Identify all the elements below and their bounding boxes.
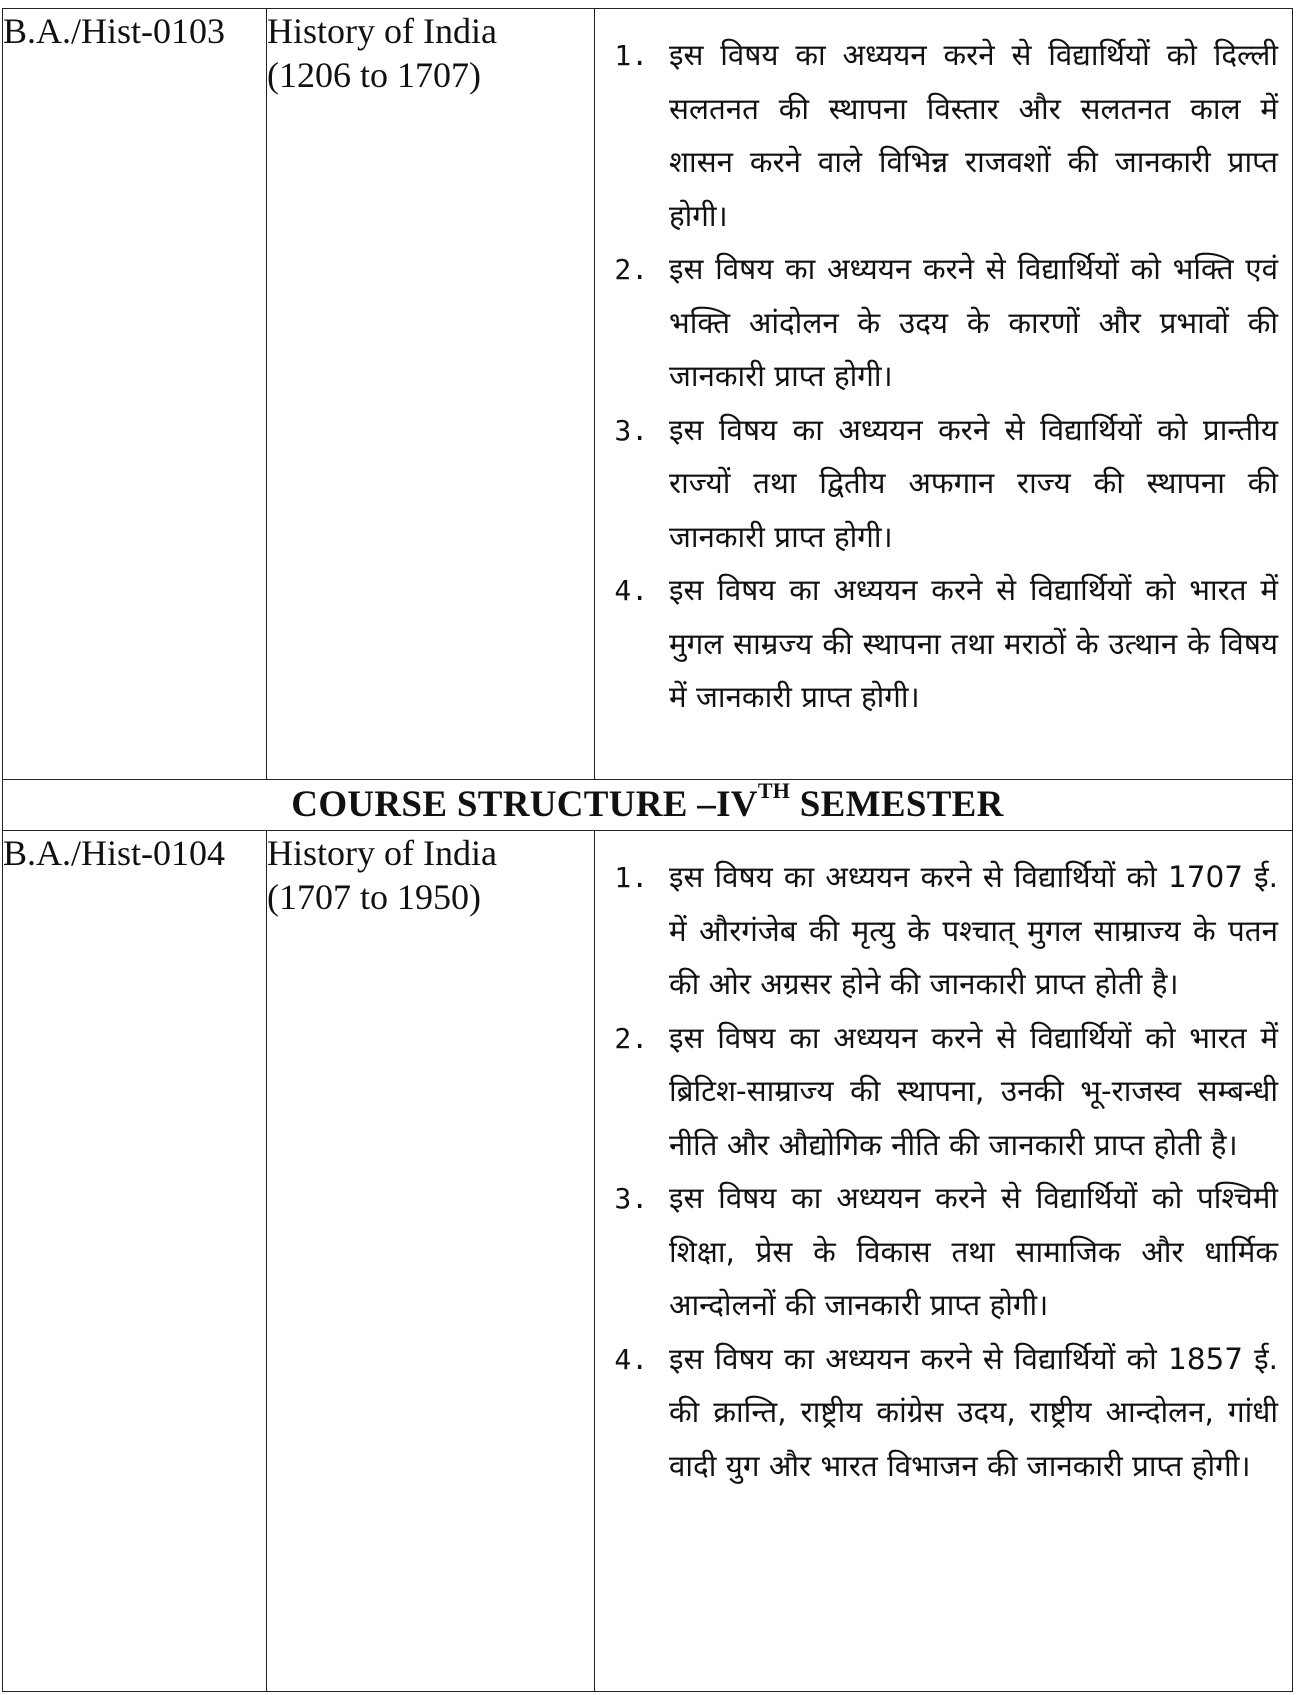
outcome-item: 2. इस विषय का अध्ययन करने से विद्यार्थियों को भक्ति एवं भक्ति आंदोलन के उदय के कारणों और प्रभावों की जानकारी प्राप्त होगी। bbox=[665, 243, 1278, 404]
course-outcomes-cell bbox=[595, 831, 1293, 1692]
course-title-line: History of India bbox=[267, 11, 497, 51]
section-heading-row bbox=[3, 780, 1293, 831]
outcome-item: 1. इस विषय का अध्ययन करने से विद्यार्थियों को दिल्ली सलतनत की स्थापना विस्तार और सलतनत काल में शासन करने वाले विभिन्न राजवशों की जानकारी प्राप्त होगी। bbox=[665, 29, 1278, 243]
outcomes-list bbox=[595, 9, 1292, 725]
course-title bbox=[267, 9, 595, 780]
course-title bbox=[267, 831, 595, 1692]
course-outcomes-table bbox=[2, 8, 1293, 1692]
outcome-item: 4. इस विषय का अध्ययन करने से विद्यार्थियों को भारत में मुगल साम्रज्य की स्थापना तथा मराठों के उत्थान के विषय में जानकारी प्राप्त होगी। bbox=[665, 564, 1278, 725]
table-row bbox=[3, 9, 1293, 780]
course-title-years: (1707 to 1950) bbox=[267, 877, 481, 917]
outcomes-list bbox=[595, 831, 1292, 1493]
table-row bbox=[3, 831, 1293, 1692]
outcome-item: 1. इस विषय का अध्ययन करने से विद्यार्थियों को 1707 ई. में औरगंजेब की मृत्यु के पश्चात् मुगल साम्राज्य के पतन की ओर अग्रसर होने की जानकारी प्राप्त होती है। bbox=[665, 851, 1278, 1012]
course-outcomes-cell bbox=[595, 9, 1293, 780]
section-heading-suffix: SEMESTER bbox=[790, 784, 1004, 825]
outcome-item: 3. इस विषय का अध्ययन करने से विद्यार्थियों को पश्चिमी शिक्षा, प्रेस के विकास तथा सामाजिक और धार्मिक आन्दोलनों की जानकारी प्राप्त होगी। bbox=[665, 1172, 1278, 1333]
outcome-item: 3. इस विषय का अध्ययन करने से विद्यार्थियों को प्रान्तीय राज्यों तथा द्वितीय अफगान राज्य की स्थापना की जानकारी प्राप्त होगी। bbox=[665, 404, 1278, 565]
outcome-item: 4. इस विषय का अध्ययन करने से विद्यार्थियों को 1857 ई. की क्रान्ति, राष्ट्रीय कांग्रेस उदय, राष्ट्रीय आन्दोलन, गांधी वादी युग और भारत विभाजन की जानकारी प्राप्त होगी। bbox=[665, 1333, 1278, 1494]
course-code: B.A./Hist-0104 bbox=[3, 831, 267, 1692]
section-heading bbox=[3, 780, 1293, 831]
course-code: B.A./Hist-0103 bbox=[3, 9, 267, 780]
course-title-line: History of India bbox=[267, 833, 497, 873]
course-title-years: (1206 to 1707) bbox=[267, 55, 481, 95]
outcome-item: 2. इस विषय का अध्ययन करने से विद्यार्थियों को भारत में ब्रिटिश-साम्राज्य की स्थापना, उनकी भू-राजस्व सम्बन्धी नीति और औद्योगिक नीति की जानकारी प्राप्त होती है। bbox=[665, 1012, 1278, 1173]
section-heading-prefix: COURSE STRUCTURE –IV bbox=[291, 784, 758, 825]
section-heading-superscript: TH bbox=[757, 778, 791, 803]
